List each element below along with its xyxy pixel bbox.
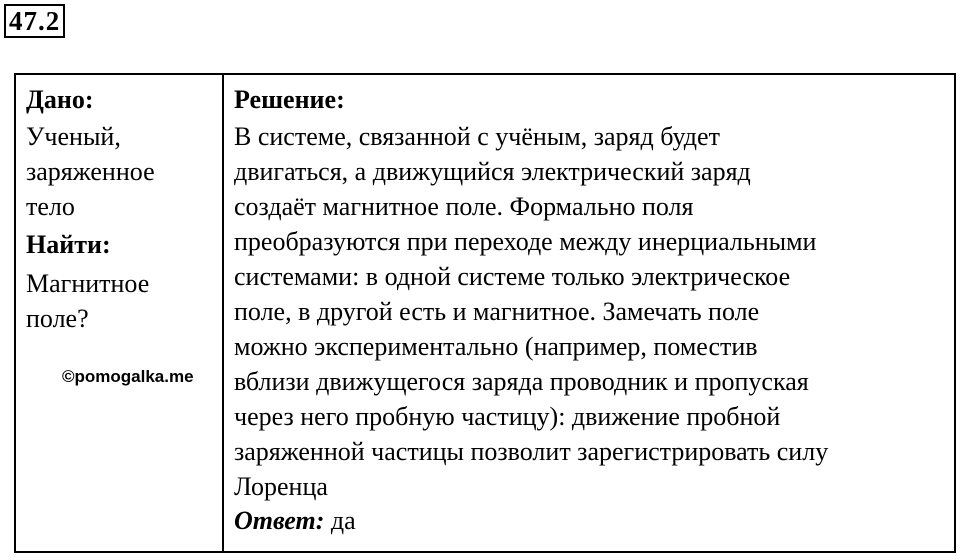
solution-line: В системе, связанной с учёным, заряд будет	[234, 122, 720, 151]
solution-line: преобразуются при переходе между инерциальными	[234, 227, 817, 256]
solution-table	[14, 73, 956, 553]
answer-label: Ответ:	[234, 506, 325, 535]
solution-line: Лоренца	[234, 472, 328, 501]
given-column	[16, 75, 224, 551]
solution-line: поле, в другой есть и магнитное. Замечать поле	[234, 297, 760, 326]
given-heading: Дано:	[26, 85, 94, 114]
given-line: Ученый,	[26, 122, 121, 151]
solution-line: вблизи движущегося заряда проводник и пропуская	[234, 367, 809, 396]
solution-text	[234, 119, 954, 504]
answer-value: да	[324, 506, 356, 535]
given-line: тело	[26, 192, 75, 221]
problem-number: 47.2	[4, 4, 65, 38]
solution-line: можно экспериментально (например, поместив	[234, 332, 758, 361]
find-line: поле?	[26, 304, 89, 333]
solution-line: системами: в одной системе только электрическое	[234, 262, 791, 291]
solution-line: через него пробную частицу): движение пробной	[234, 402, 781, 431]
solution-line: двигаться, а движущийся электрический заряд	[234, 157, 751, 186]
solution-heading: Решение:	[234, 85, 345, 114]
find-line: Магнитное	[26, 269, 150, 298]
given-text	[26, 119, 222, 224]
solution-line: создаёт магнитное поле. Формально поля	[234, 192, 694, 221]
watermark: ©pomogalka.me	[62, 367, 194, 386]
find-text	[26, 266, 222, 336]
answer-line	[234, 504, 954, 538]
given-line: заряженное	[26, 157, 155, 186]
solution-column	[224, 75, 954, 551]
find-heading: Найти:	[26, 230, 111, 259]
solution-line: заряженной частицы позволит зарегистрировать силу	[234, 437, 829, 466]
